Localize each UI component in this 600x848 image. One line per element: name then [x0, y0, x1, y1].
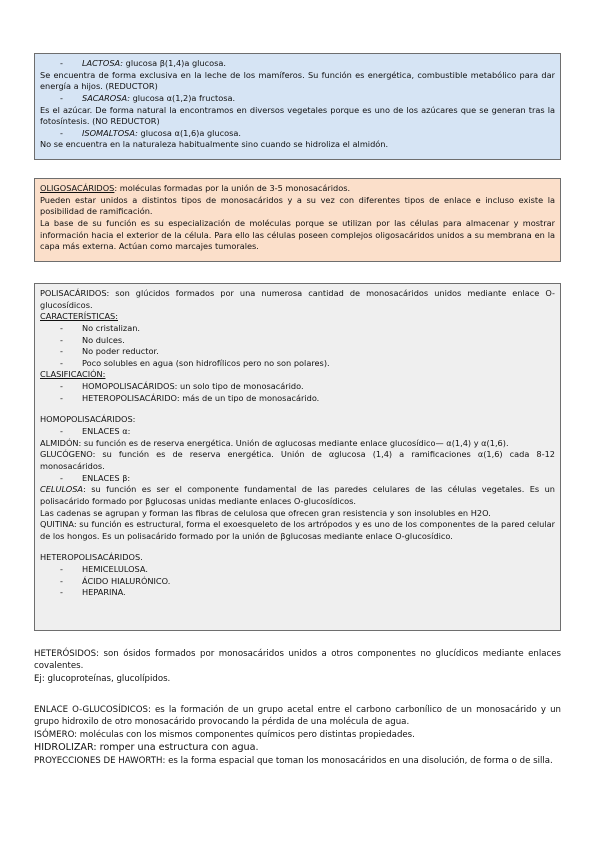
oligo-def: : moléculas formadas por la unión de 3-5 monosacáridos.: [114, 183, 351, 193]
list-item: - HEPARINA.: [60, 587, 126, 598]
enlaces-alpha-text: ENLACES α:: [82, 426, 131, 437]
lactosa-formula: glucosa β(1,4)a glucosa.: [123, 58, 227, 68]
list-item: - HETEROPOLISACÁRIDO: más de un tipo de monosacárido.: [60, 392, 320, 403]
oligo-p2: La base de su función es su especialización de moléculas porque se utilizan por las células para almacenar y mostrar información hacia el exterior de la célula. Para ello las células poseen complejos oligosacáridos unidos a su membrana en la capa más externa. Actúan como marcajes tumorales.: [40, 217, 555, 252]
list-item-text: No dulces.: [82, 334, 125, 345]
oligo-heading: [40, 183, 555, 195]
hetero-title: HETEROPOLISACÁRIDOS.: [40, 552, 143, 563]
sacarosa-name: SACAROSA:: [82, 92, 130, 103]
isomero-definition: ISÓMERO: moléculas con los mismos componentes químicos pero distintas propiedades.: [34, 729, 415, 740]
oligosaccharides-box: [34, 178, 561, 262]
list-item-text: HETEROPOLISACÁRIDO: más de un tipo de monosacárido.: [82, 392, 320, 403]
list-item: - HEMICELULOSA.: [60, 564, 148, 575]
sacarosa-desc: Es el azúcar. De forma natural la encontramos en diversos vegetales porque es uno de los azúcares que se generan tras la fotosíntesis. (NO REDUCTOR): [40, 104, 555, 127]
lactosa-name: LACTOSA:: [82, 58, 124, 68]
celulosa-text: [40, 484, 555, 507]
list-item: - Poco solubles en agua (son hidrofílicos pero no son polares).: [60, 357, 330, 368]
celulosa-name: CELULOSA: [40, 484, 83, 495]
lactosa-item: - LACTOSA: glucosa β(1,4)a glucosa.: [60, 58, 227, 68]
list-item: - No poder reductor.: [60, 346, 159, 357]
list-item: - HOMOPOLISACÁRIDOS: un solo tipo de monosacárido.: [60, 381, 304, 392]
caracteristicas-title: CARACTERÍSTICAS:: [40, 311, 119, 322]
oligo-term: OLIGOSACÁRIDOS: [40, 183, 115, 193]
almidon-text: ALMIDÓN: su función es de reserva energética. Unión de αglucosas mediante enlace glucosídico— α(1,4) y α(1,6).: [40, 437, 509, 448]
glucogeno-text: GLUCÓGENO: su función es de reserva energética. Unión de αglucosa (1,4) a ramificaciones α(1,6) cada 8-12 monosacáridos.: [40, 449, 555, 471]
homo-title: HOMOPOLISACÁRIDOS:: [40, 414, 136, 425]
list-item-text: No poder reductor.: [82, 346, 159, 357]
list-item-text: HOMOPOLISACÁRIDOS: un solo tipo de monosacárido.: [82, 381, 304, 392]
isomaltosa-desc: No se encuentra en la naturaleza habitualmente sino cuando se hidroliza el almidón.: [40, 139, 389, 150]
enlaces-beta-text: ENLACES β:: [82, 472, 131, 483]
heterosidos-section: [34, 648, 561, 685]
polysaccharides-box: [34, 283, 561, 631]
sacarosa-item: - SACAROSA: glucosa α(1,2)a fructosa.: [60, 92, 236, 103]
list-item: - ÁCIDO HIALURÓNICO.: [60, 575, 171, 586]
list-item: - No dulces.: [60, 334, 125, 345]
definitions-section: [34, 704, 561, 768]
list-item: - No cristalizan.: [60, 322, 141, 333]
clasificacion-title: CLASIFICACIÓN:: [40, 369, 106, 380]
sacarosa-formula: glucosa α(1,2)a fructosa.: [129, 92, 236, 103]
enlace-definition: ENLACE O-GLUCOSÍDICOS: es la formación de un grupo acetal entre el carbono carbonílico de un monosacárido y un grupo hidroxilo de otro monosacárido provocando la pérdida de una molécula de agua.: [34, 705, 561, 728]
list-item-text: HEMICELULOSA.: [82, 564, 148, 575]
cadenas-text: Las cadenas se agrupan y forman las fibras de celulosa que ofrecen gran resistencia y son insolubles en H2O.: [40, 507, 491, 518]
hidrolizar-definition: HIDROLIZAR: romper una estructura con agua.: [34, 742, 259, 754]
haworth-definition: PROYECCIONES DE HAWORTH: es la forma espacial que toman los monosacáridos en una disolución, de forma o de silla.: [34, 756, 553, 767]
enlaces-beta: - ENLACES β:: [60, 472, 131, 483]
quitina-text: QUITINA: su función es estructural, forma el exoesqueleto de los artrópodos y es uno de los componentes de la pared celular de los hongos. Es un polisacárido formado por la unión de βglucosas mediante enlace O-glucosídico.: [40, 519, 555, 541]
enlaces-alpha: - ENLACES α:: [60, 426, 131, 437]
heterosidos-text: HETERÓSIDOS: son ósidos formados por monosacáridos unidos a otros componentes no glucídicos mediante enlaces covalentes.: [34, 649, 561, 672]
disaccharides-box: [34, 53, 561, 160]
oligo-p1: Pueden estar unidos a distintos tipos de monosacáridos y a su vez con diferentes tipos de enlace e incluso existe la posibilidad de ramificación.: [40, 194, 555, 217]
isomaltosa-item: - ISOMALTOSA: glucosa α(1,6)a glucosa.: [60, 127, 242, 138]
lactosa-desc: Se encuentra de forma exclusiva en la leche de los mamíferos. Su función es energética, combustible metabólico para dar energía a hijos. (REDUCTOR): [40, 69, 555, 92]
list-item-text: HEPARINA.: [82, 587, 126, 598]
list-item-text: ÁCIDO HIALURÓNICO.: [82, 575, 171, 586]
heterosidos-example: Ej: glucoproteínas, glucolípidos.: [34, 673, 171, 684]
poly-intro: POLISACÁRIDOS: son glúcidos formados por una numerosa cantidad de monosacáridos unidos mediante enlace O-glucosídicos.: [40, 288, 555, 310]
isomaltosa-formula: glucosa α(1,6)a glucosa.: [137, 127, 242, 138]
list-item-text: No cristalizan.: [82, 322, 141, 333]
list-item-text: Poco solubles en agua (son hidrofílicos pero no son polares).: [82, 357, 330, 368]
celulosa-desc: : su función es ser el componente fundamental de las paredes celulares de las células vegetales. Es un polisacárido formado por βglucosas unidas mediante enlaces O-glucosídicos.: [40, 484, 555, 506]
isomaltosa-name: ISOMALTOSA:: [82, 127, 138, 138]
